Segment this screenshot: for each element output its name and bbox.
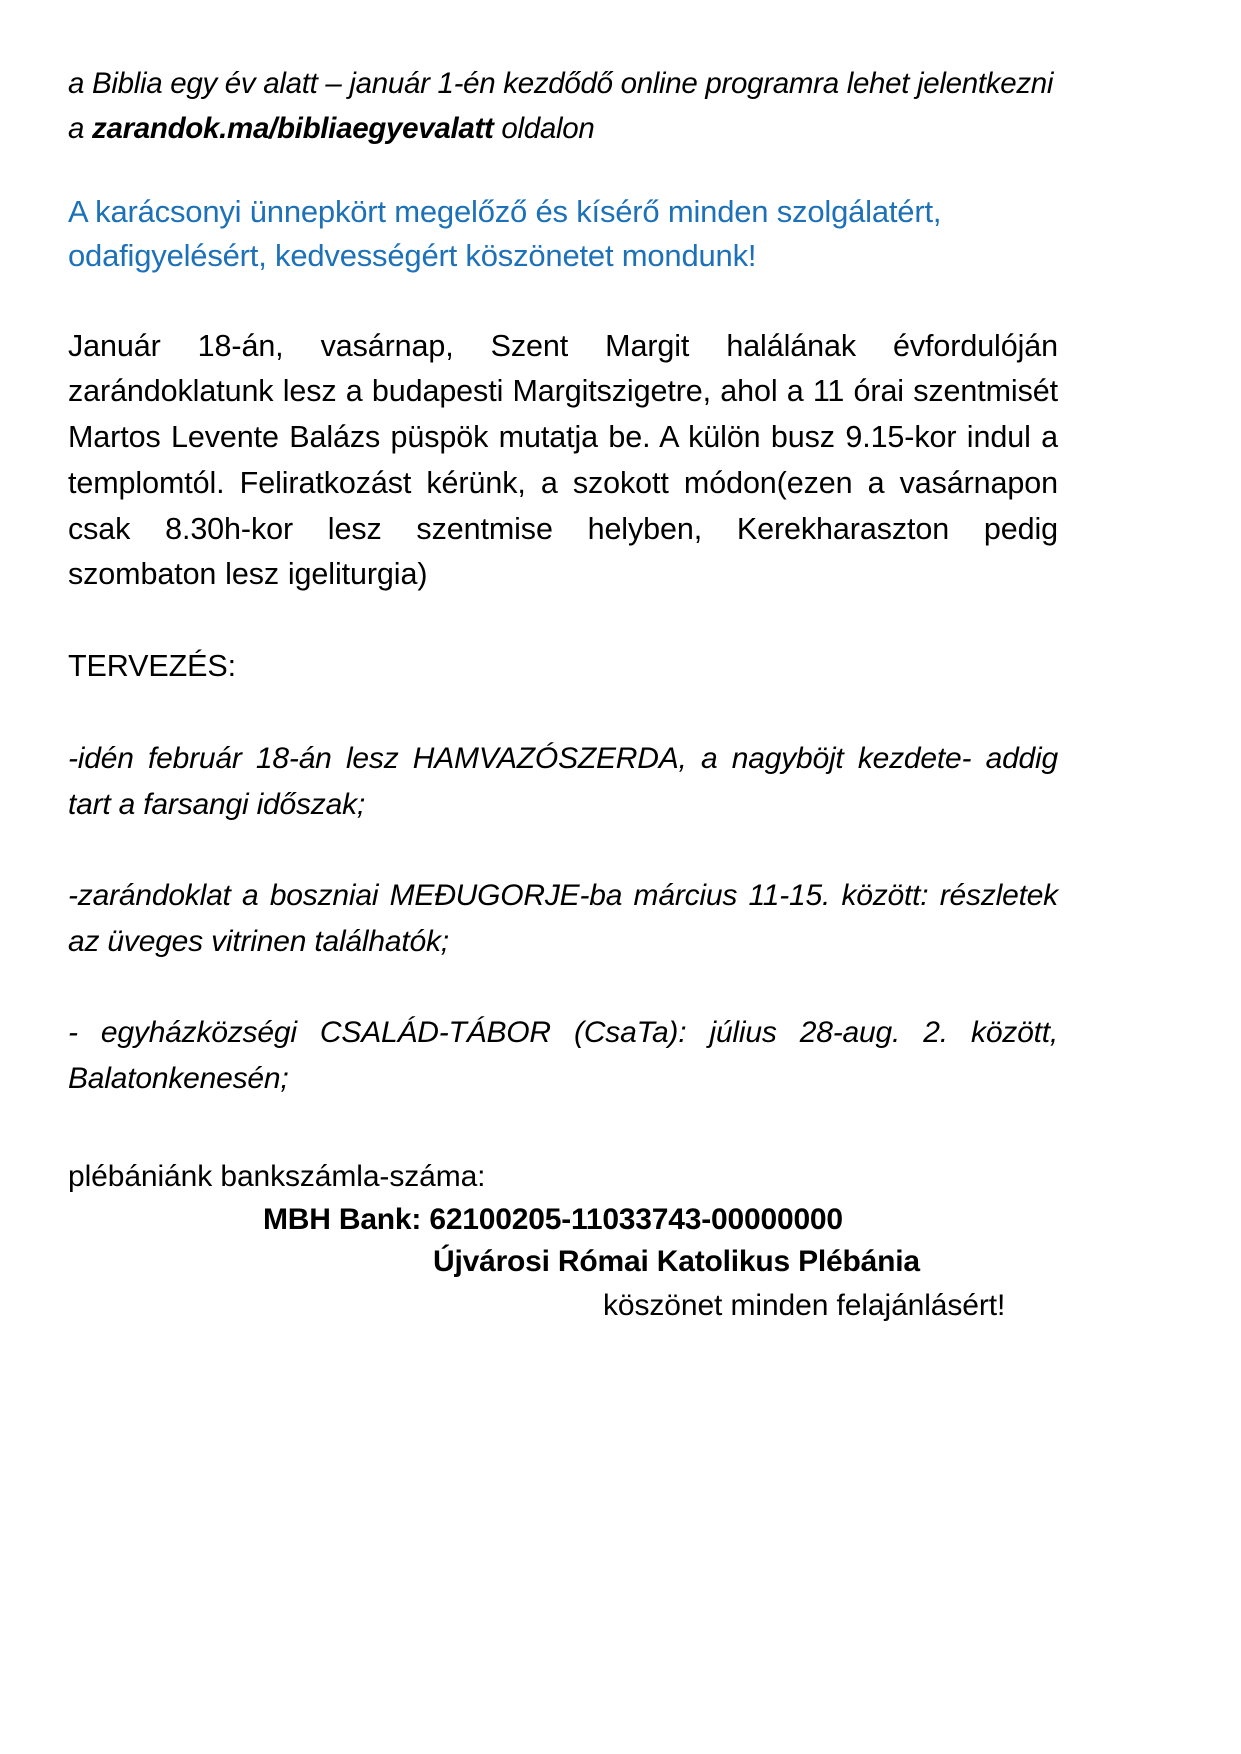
spacer-after-planning-items	[68, 1102, 1061, 1154]
bank-account-number: MBH Bank: 62100205-11033743-00000000	[263, 1202, 843, 1236]
planning-item-ash-wednesday: -idén február 18-án lesz HAMVAZÓSZERDA, a nagyböjt kezdete- addig tart a farsangi időszak;	[68, 741, 1058, 821]
bible-program-intro-paragraph	[68, 62, 1058, 152]
planning-section-heading: TERVEZÉS:	[68, 649, 237, 684]
spacer-after-planning-item-2	[68, 964, 1061, 1010]
bank-account-intro-label: plébániánk bankszámla-száma:	[68, 1159, 486, 1193]
spacer-after-announcement	[68, 598, 1061, 644]
christmas-thanks-paragraph: A karácsonyi ünnepkört megelőző és kísérő minden szolgálatért, odafigyelésért, kedvességért köszönetet mondunk!	[68, 193, 942, 273]
bible-program-intro-text-before-link: a Biblia egy év alatt – január 1-én kezdődő online programra lehet jelentkezni a	[68, 67, 1054, 145]
spacer-after-planning-item-1	[68, 827, 1061, 873]
closing-thanks-line: köszönet minden felajánlásért!	[603, 1288, 1006, 1322]
pilgrimage-announcement-paragraph: Január 18-án, vasárnap, Szent Margit halálának évfordulóján zarándoklatunk lesz a budapesti Margitszigetre, ahol a 11 órai szentmisét Martos Levente Balázs püspök mutatja be. A külön busz 9.15-kor indul a templomtól. Feliratkozást kérünk, a szokott módon(ezen a vasárnapon csak 8.30h-kor lesz szentmise helyben, Kerekharaszton pedig szombaton lesz igeliturgia)	[68, 328, 1058, 592]
spacer-after-intro	[68, 152, 1061, 190]
planning-item-medugorje-pilgrimage: -zarándoklat a boszniai MEĐUGORJE-ba március 11-15. között: részletek az üveges vitrinen találhatók;	[68, 879, 1058, 958]
spacer-after-planning-heading	[68, 690, 1061, 736]
bible-program-url: zarandok.ma/bibliaegyevalatt	[92, 111, 494, 145]
planning-item-family-camp: - egyházközségi CSALÁD-TÁBOR (CsaTa): július 28-aug. 2. között, Balatonkenesén;	[68, 1016, 1058, 1095]
bible-program-intro-text-after-link: oldalon	[493, 111, 595, 145]
parish-name: Újvárosi Római Katolikus Plébánia	[433, 1245, 920, 1279]
spacer-after-thanks	[68, 278, 1061, 324]
